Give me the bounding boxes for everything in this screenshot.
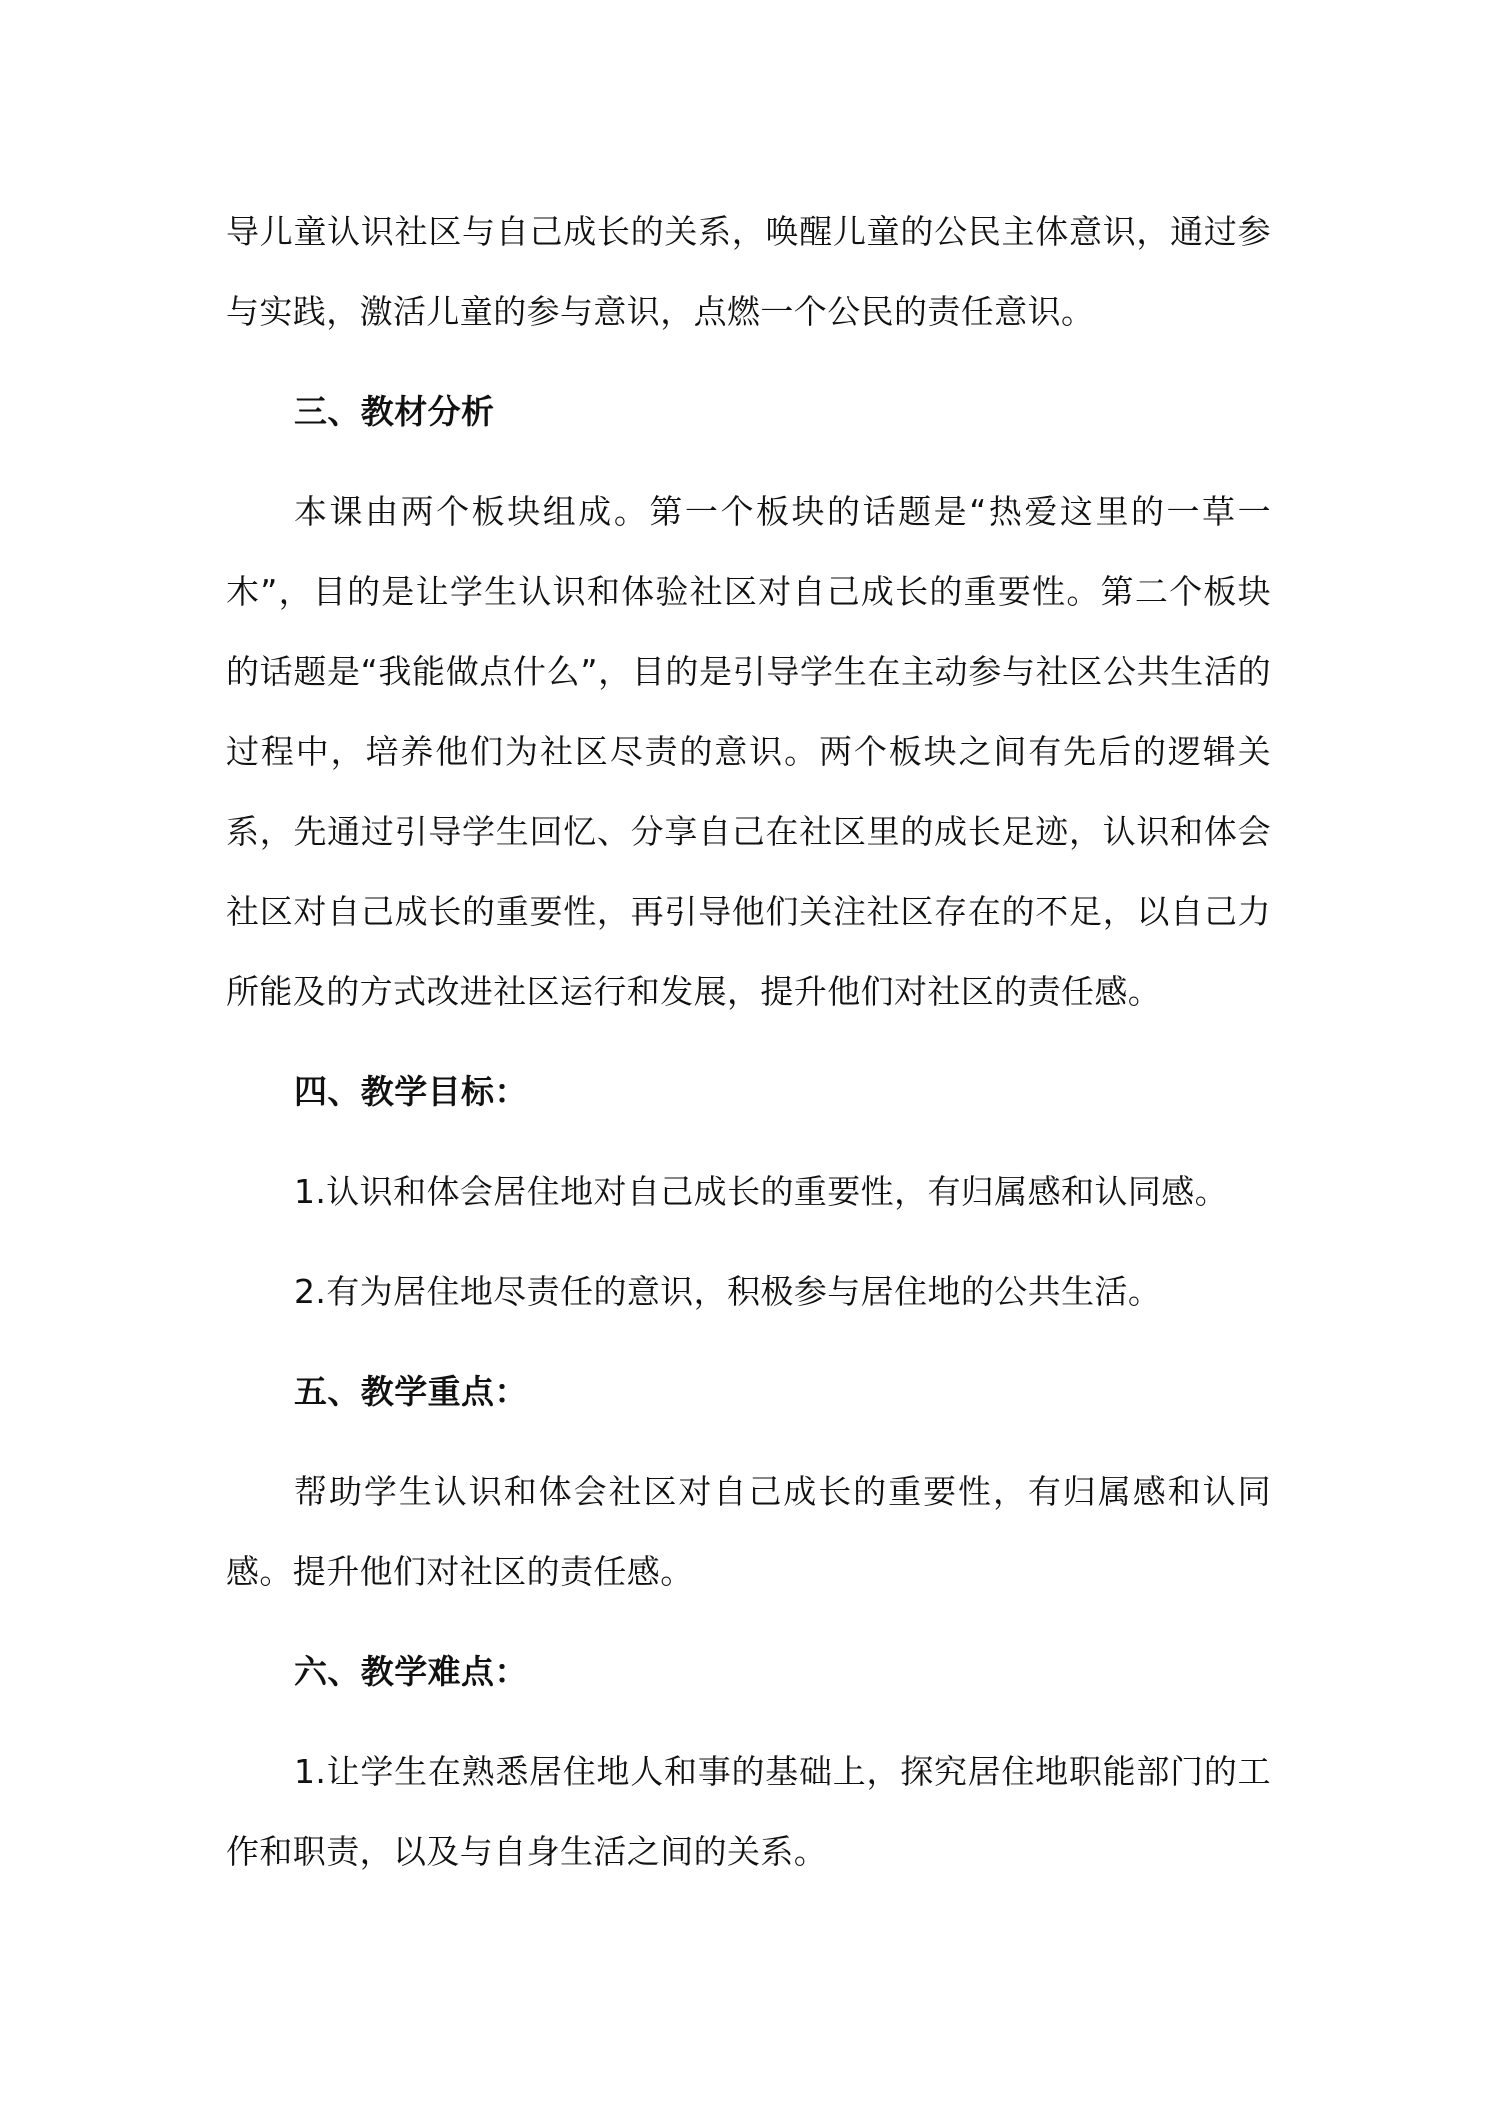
section-4-item-2: 2.有为居住地尽责任的意识，积极参与居住地的公共生活。	[294, 1272, 1162, 1311]
section-3-paragraph: 本课由两个板块组成。第一个板块的话题是“热爱这里的一草一木”，目的是让学生认识和体验社区对自己成长的重要性。第二个板块的话题是“我能做点什么”，目的是引导学生在主动参与社区公共生活的过程中，培养他们为社区尽责的意识。两个板块之间有先后的逻辑关系，先通过引导学生回忆、分享自己在社区里的成长足迹，认识和体会社区对自己成长的重要性，再引导他们关注社区存在的不足，以自己力所能及的方式改进社区运行和发展，提升他们对社区的责任感。	[226, 492, 1271, 1011]
section-6-heading: 六、教学难点：	[294, 1652, 528, 1691]
document-body	[226, 192, 1271, 1912]
section-5-paragraph: 帮助学生认识和体会社区对自己成长的重要性，有归属感和认同感。提升他们对社区的责任感。	[226, 1472, 1271, 1591]
section-5-heading: 五、教学重点：	[294, 1372, 528, 1411]
section-4-item-1: 1.认识和体会居住地对自己成长的重要性，有归属感和认同感。	[294, 1172, 1229, 1211]
section-6-item-1: 1.让学生在熟悉居住地人和事的基础上，探究居住地职能部门的工作和职责，以及与自身生活之间的关系。	[226, 1752, 1271, 1871]
section-4-heading: 四、教学目标：	[294, 1072, 528, 1111]
intro-paragraph: 导儿童认识社区与自己成长的关系，唤醒儿童的公民主体意识，通过参与实践，激活儿童的参与意识，点燃一个公民的责任意识。	[226, 212, 1271, 331]
section-3-heading: 三、教材分析	[294, 392, 495, 431]
